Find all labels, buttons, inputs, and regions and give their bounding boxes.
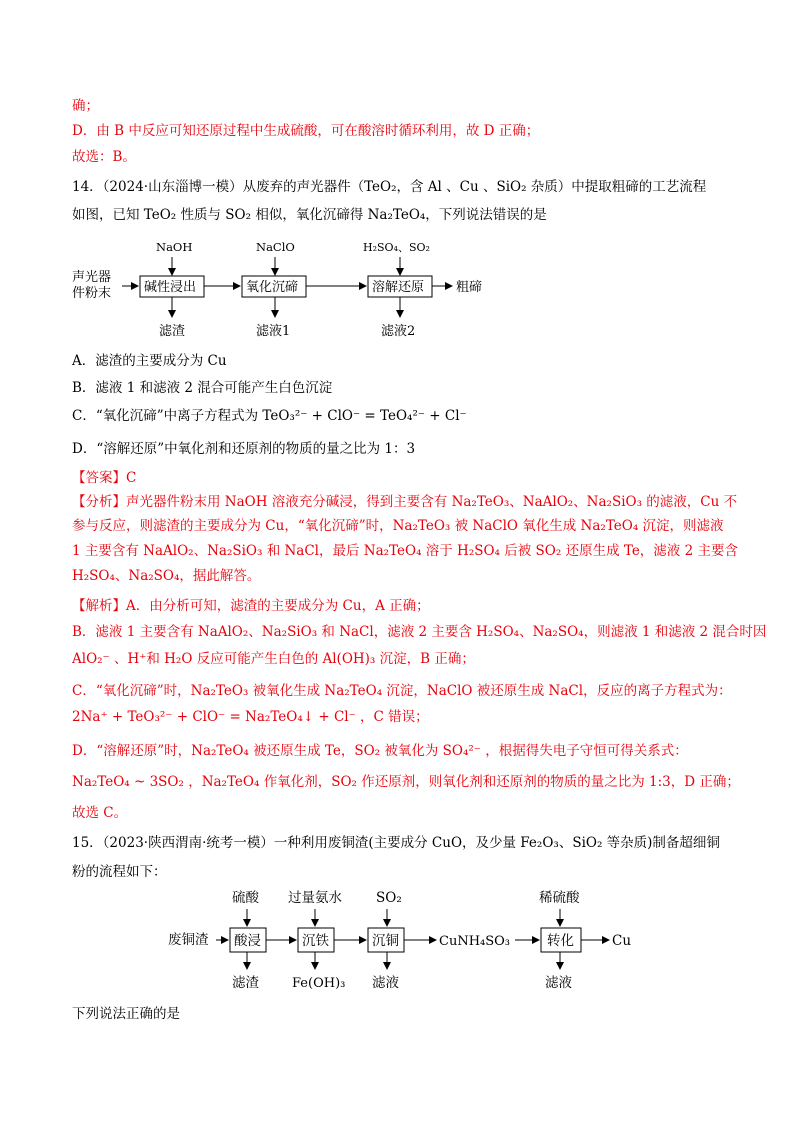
flow2-box-iron-precip: 沉铁 (302, 933, 329, 949)
analysis-line: 【分析】声光器件粉末用 NaOH 溶液充分碱浸，得到主要含有 Na₂TeO₃、NaAlO₂、Na₂SiO₃ 的滤液，Cu 不 (72, 494, 738, 510)
flow2-box-conversion: 转化 (547, 933, 574, 949)
explanation-line: Na₂TeO₄ ~ 3SO₂ ，Na₂TeO₄ 作氧化剂，SO₂ 作还原剂，则氧化剂和还原剂的物质的量之比为 1:3，D 正确； (72, 774, 740, 790)
explanation-line: 2Na⁺ + TeO₃²⁻ + ClO⁻ = Na₂TeO₄↓ + Cl⁻ ，C 错误； (72, 709, 429, 725)
flow1-reagent-naclo: NaClO (256, 240, 295, 254)
flow1-box-oxidation: 氧化沉碲 (246, 280, 299, 295)
flow2-output: Cu (612, 933, 632, 949)
explanation-line: D．“溶解还原”时，Na₂TeO₄ 被还原生成 Te，SO₂ 被氧化为 SO₄²⁻ ，根据得失电子守恒可得关系式： (72, 743, 688, 759)
explanation-line: 故选 C。 (72, 805, 128, 821)
flow2-reagent-ammonia: 过量氨水 (288, 890, 342, 906)
flow2-waste-residue: 滤渣 (232, 975, 259, 991)
text-line: 确； (72, 98, 99, 114)
option-b: B．滤液 1 和滤液 2 混合可能产生白色沉淀 (72, 380, 333, 396)
explanation-line: AlO₂⁻ 、H⁺和 H₂O 反应可能产生白色的 Al(OH)₃ 沉淀，B 正确； (72, 651, 475, 667)
flow2-waste-iron-hydroxide: Fe(OH)₃ (292, 976, 346, 991)
flow2-reagent-so2: SO₂ (376, 890, 402, 906)
text-line: 故选：B。 (72, 149, 136, 165)
question-14-line: 如图，已知 TeO₂ 性质与 SO₂ 相似，氧化沉碲得 Na₂TeO₄，下列说法错误的是 (72, 207, 547, 223)
flow2-reagent-sulfuric: 硫酸 (232, 890, 259, 906)
question-14-line: 14．（2024·山东淄博一模）从废弃的声光器件（TeO₂，含 Al 、Cu 、SiO₂ 杂质）中提取粗碲的工艺流程 (72, 179, 707, 195)
question-15-prompt: 下列说法正确的是 (72, 1006, 180, 1022)
flow2-reagent-dilute-acid: 稀硫酸 (539, 890, 580, 906)
flow1-input-label: 件粉末 (72, 286, 112, 301)
question-15-line: 15．（2023·陕西渭南·统考一模）一种利用废铜渣(主要成分 CuO，及少量 Fe₂O₃、SiO₂ 等杂质)制备超细铜 (72, 835, 720, 851)
flow1-input-label: 声光器 (72, 270, 112, 285)
analysis-line: H₂SO₄、Na₂SO₄，据此解答。 (72, 568, 261, 584)
flow1-box-reduction: 溶解还原 (372, 280, 425, 295)
answer-line: 【答案】C (72, 470, 137, 486)
explanation-line: B．滤液 1 主要含有 NaAlO₂、Na₂SiO₃ 和 NaCl，滤液 2 主要含 H₂SO₄、Na₂SO₄，则滤液 1 和滤液 2 混合时因 (72, 624, 767, 640)
analysis-line: 参与反应，则滤渣的主要成分为 Cu，“氧化沉碲”时，Na₂TeO₃ 被 NaClO 氧化生成 Na₂TeO₄ 沉淀，则滤液 (72, 518, 724, 534)
flow1-waste-residue: 滤渣 (159, 324, 186, 339)
flow2-box-copper-precip: 沉铜 (372, 933, 399, 949)
flow2-waste-filtrate: 滤液 (372, 975, 399, 991)
flow2-waste-filtrate: 滤液 (545, 975, 572, 991)
flow1-box-alkaline-leach: 碱性浸出 (144, 280, 197, 295)
analysis-line: 1 主要含有 NaAlO₂、Na₂SiO₃ 和 NaCl，最后 Na₂TeO₄ 溶于 H₂SO₄ 后被 SO₂ 还原生成 Te，滤液 2 主要含 (72, 543, 738, 559)
flow1-output: 粗碲 (456, 280, 483, 295)
option-a: A．滤渣的主要成分为 Cu (72, 353, 227, 369)
text-line: D．由 B 中反应可知还原过程中生成硫酸，可在酸溶时循环利用，故 D 正确； (72, 123, 540, 139)
question-15-line: 粉的流程如下： (72, 864, 167, 880)
flow1-waste-filtrate2: 滤液2 (381, 324, 416, 339)
flow1-reagent-naoh: NaOH (156, 240, 193, 254)
explanation-line: C．“氧化沉碲”时，Na₂TeO₃ 被氧化生成 Na₂TeO₄ 沉淀，NaClO 被还原生成 NaCl，反应的离子方程式为： (72, 683, 732, 699)
flow1-reagent-acid: H₂SO₄、SO₂ (363, 241, 430, 254)
explanation-line: 【解析】A．由分析可知，滤渣的主要成分为 Cu，A 正确； (72, 598, 430, 614)
flow2-box-acid-leach: 酸浸 (234, 933, 261, 949)
option-c: C．“氧化沉碲”中离子方程式为 TeO₃²⁻ + ClO⁻ = TeO₄²⁻ + Cl⁻ (72, 408, 467, 424)
option-d: D．“溶解还原”中氧化剂和还原剂的物质的量之比为 1：3 (72, 441, 416, 457)
flow2-intermediate: CuNH₄SO₃ (439, 934, 511, 949)
flow2-input: 废铜渣 (168, 932, 209, 948)
flow1-waste-filtrate1: 滤液1 (256, 324, 291, 339)
